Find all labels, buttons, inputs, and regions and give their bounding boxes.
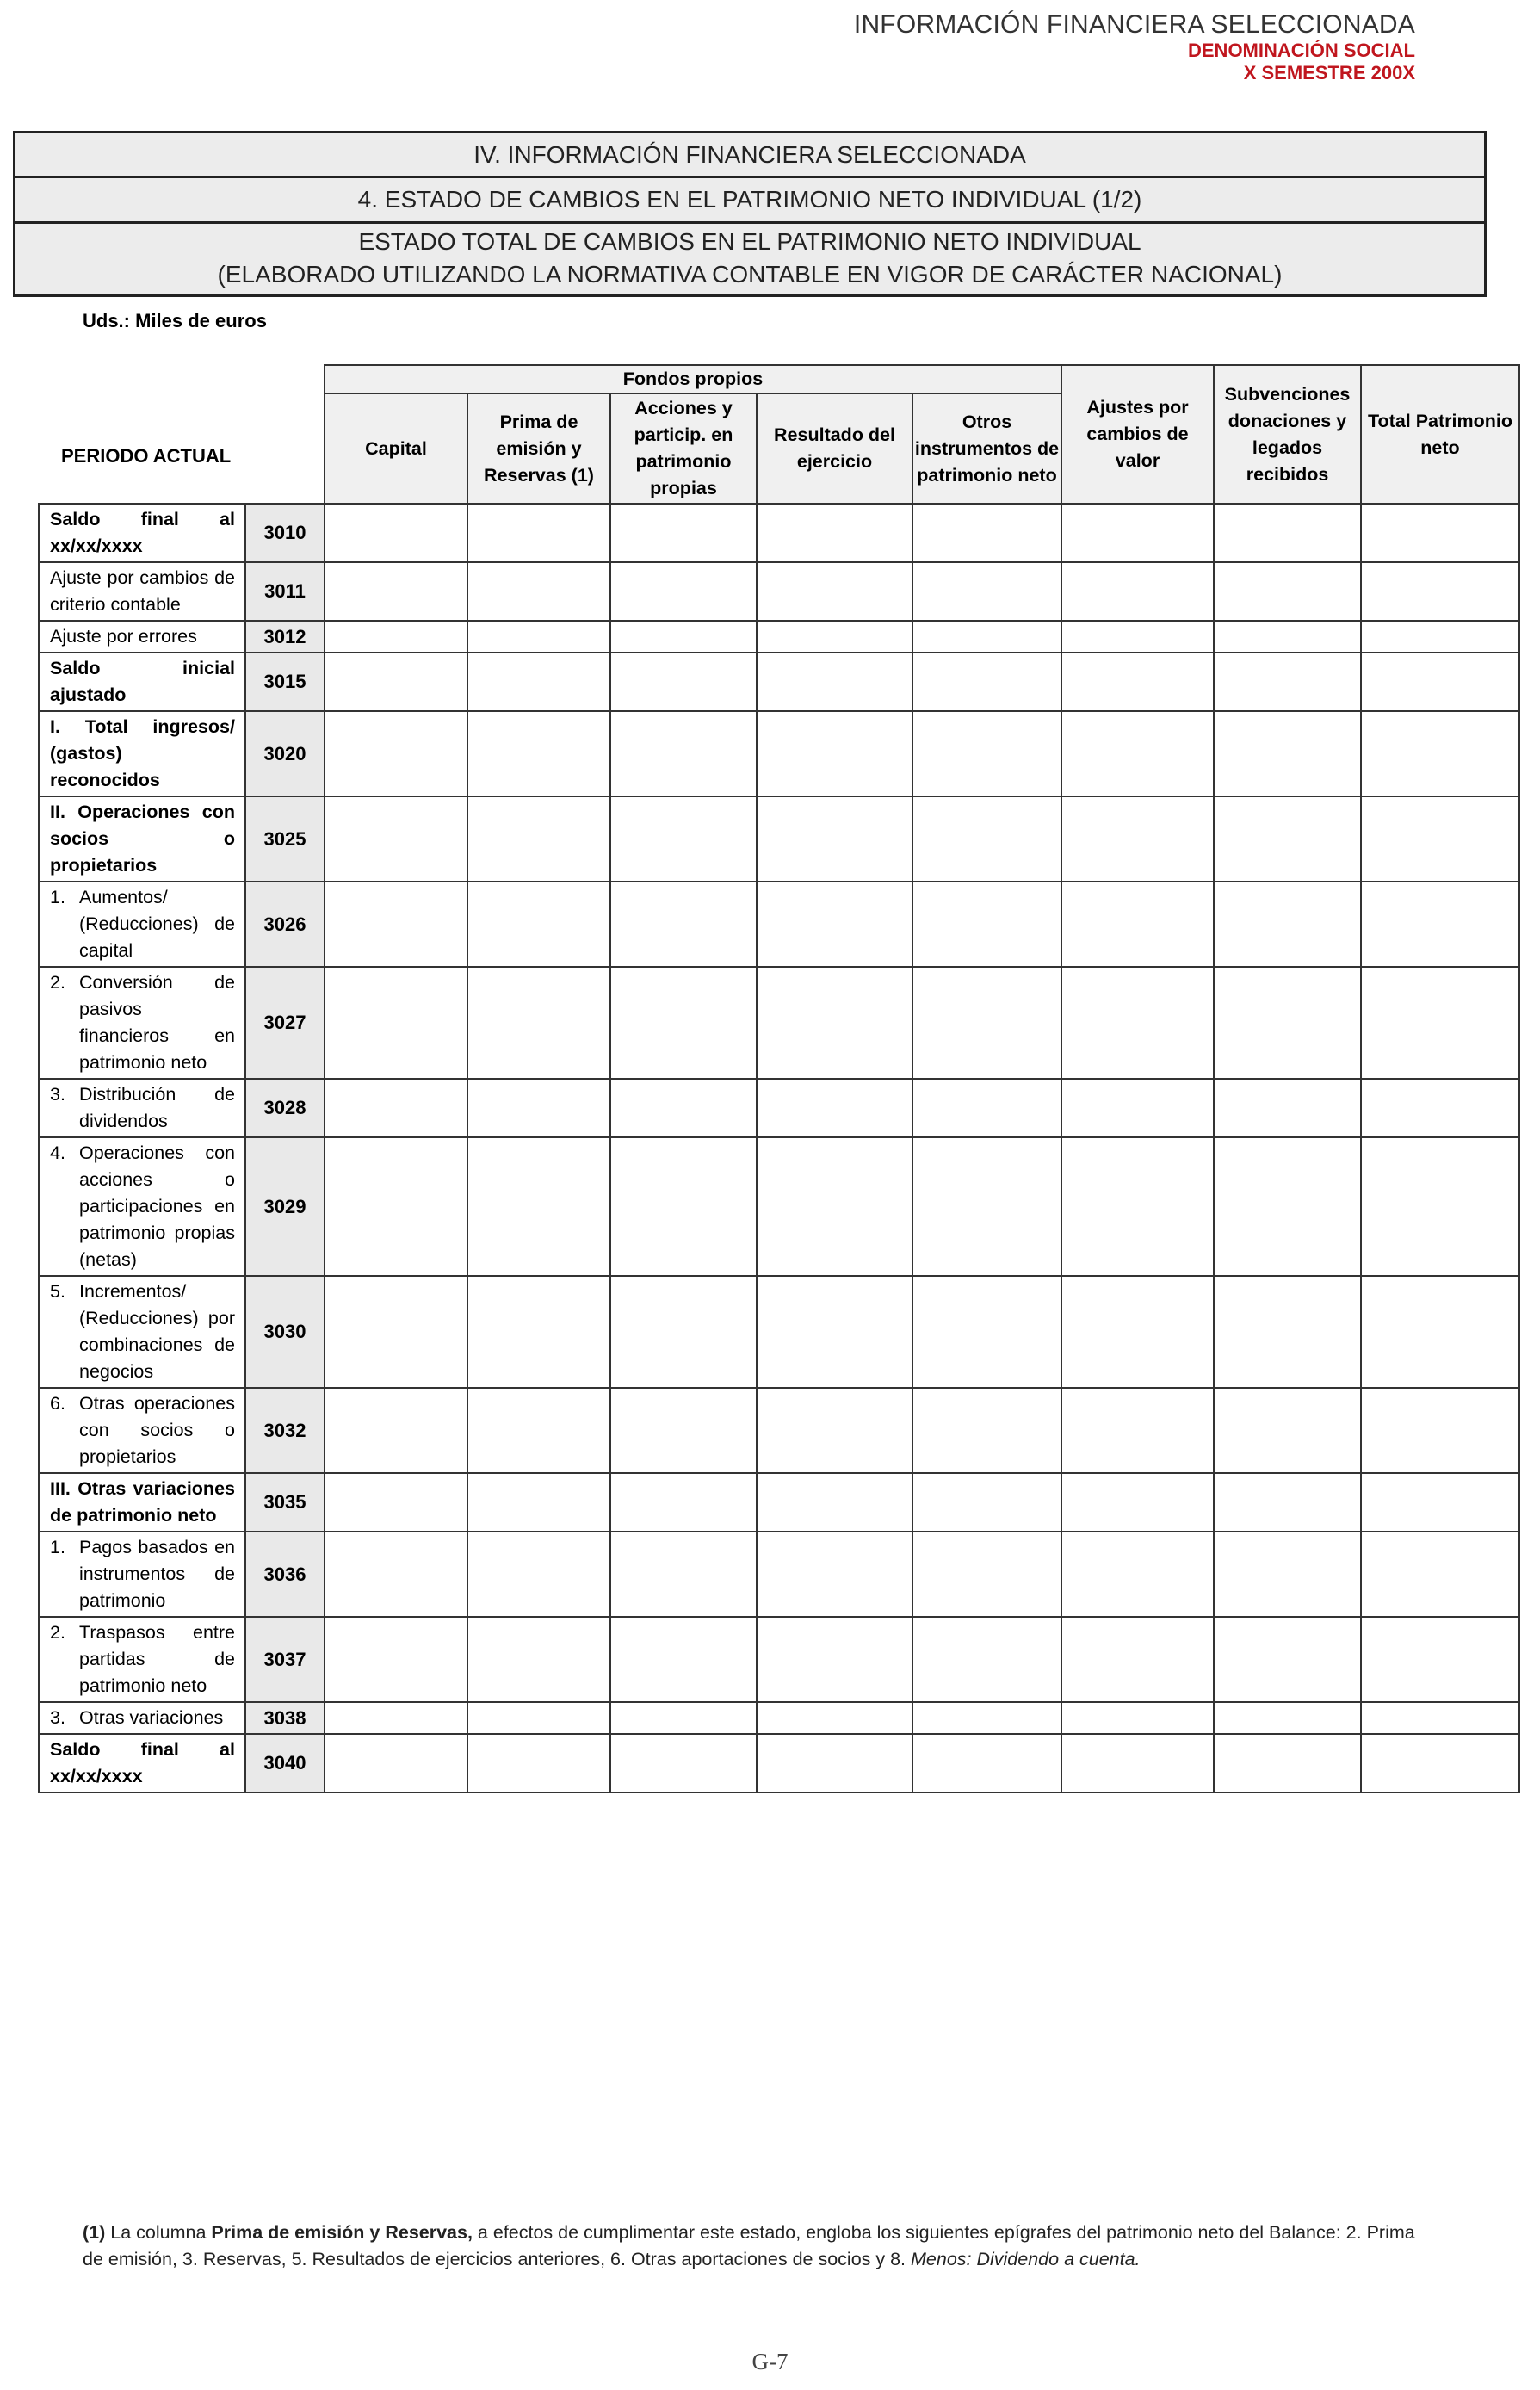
value-cell[interactable] <box>757 1276 912 1388</box>
period-label-cell <box>39 365 325 504</box>
period-label: X SEMESTRE 200X <box>1243 62 1415 84</box>
row-label: III. Otras variaciones de patrimonio neto <box>39 1473 245 1532</box>
row-label <box>39 882 245 967</box>
value-cell[interactable] <box>757 882 912 967</box>
row-text: Operaciones con acciones o participaciones en patrimonio propias (netas) <box>79 1142 235 1270</box>
value-cell[interactable] <box>1214 562 1361 621</box>
value-cell[interactable] <box>912 1276 1061 1388</box>
col-header-acciones: Acciones y particip. en patrimonio propias <box>610 393 757 504</box>
value-cell[interactable] <box>1214 1473 1361 1532</box>
value-cell[interactable] <box>757 1702 912 1734</box>
value-cell[interactable] <box>1361 562 1519 621</box>
row-label: Saldo final al xx/xx/xxxx <box>39 1734 245 1792</box>
value-cell[interactable] <box>912 967 1061 1079</box>
value-cell[interactable] <box>1214 1702 1361 1734</box>
value-cell[interactable] <box>325 621 467 653</box>
value-cell[interactable] <box>1361 1388 1519 1473</box>
value-cell[interactable] <box>610 621 757 653</box>
value-cell[interactable] <box>1061 796 1214 882</box>
footnote-italic: Menos: Dividendo a cuenta. <box>911 2249 1141 2269</box>
value-cell[interactable] <box>1214 1617 1361 1702</box>
value-cell[interactable] <box>1214 796 1361 882</box>
value-cell[interactable] <box>912 504 1061 562</box>
section-banner <box>13 131 1487 297</box>
value-cell[interactable] <box>757 653 912 711</box>
value-cell[interactable] <box>912 1079 1061 1137</box>
row-code: 3035 <box>245 1473 325 1532</box>
row-label <box>39 1388 245 1473</box>
row-label <box>39 967 245 1079</box>
value-cell[interactable] <box>912 1532 1061 1617</box>
value-cell[interactable] <box>1061 504 1214 562</box>
value-cell[interactable] <box>610 1079 757 1137</box>
col-header-resultado: Resultado del ejercicio <box>757 393 912 504</box>
value-cell[interactable] <box>1061 882 1214 967</box>
value-cell[interactable] <box>467 1388 610 1473</box>
company-name: DENOMINACIÓN SOCIAL <box>1188 40 1415 61</box>
value-cell[interactable] <box>610 796 757 882</box>
value-cell[interactable] <box>1361 1702 1519 1734</box>
value-cell[interactable] <box>325 1079 467 1137</box>
value-cell[interactable] <box>610 1617 757 1702</box>
value-cell[interactable] <box>610 1532 757 1617</box>
table-row <box>39 882 1519 967</box>
value-cell[interactable] <box>1361 504 1519 562</box>
value-cell[interactable] <box>757 621 912 653</box>
footnote-text-1: La columna <box>105 2222 212 2243</box>
row-number: 2. <box>50 1622 65 1643</box>
value-cell[interactable] <box>467 1137 610 1276</box>
row-label: I. Total ingresos/ (gastos) reconocidos <box>39 711 245 796</box>
table-row <box>39 967 1519 1079</box>
table-row <box>39 653 1519 711</box>
row-text: Pagos basados en instrumentos de patrimonio <box>79 1537 235 1611</box>
value-cell[interactable] <box>757 796 912 882</box>
row-number: 4. <box>50 1142 65 1163</box>
value-cell[interactable] <box>610 504 757 562</box>
row-label: Saldo final al xx/xx/xxxx <box>39 504 245 562</box>
row-code: 3026 <box>245 882 325 967</box>
value-cell[interactable] <box>757 1617 912 1702</box>
banner-line-3 <box>15 224 1484 294</box>
value-cell[interactable] <box>1061 562 1214 621</box>
row-code: 3010 <box>245 504 325 562</box>
value-cell[interactable] <box>610 1734 757 1792</box>
value-cell[interactable] <box>1061 1734 1214 1792</box>
value-cell[interactable] <box>467 711 610 796</box>
table-row <box>39 562 1519 621</box>
value-cell[interactable] <box>1361 1137 1519 1276</box>
row-code: 3030 <box>245 1276 325 1388</box>
value-cell[interactable] <box>467 621 610 653</box>
value-cell[interactable] <box>912 1734 1061 1792</box>
value-cell[interactable] <box>1214 967 1361 1079</box>
col-header-ajustes: Ajustes por cambios de valor <box>1061 365 1214 504</box>
value-cell[interactable] <box>912 1473 1061 1532</box>
value-cell[interactable] <box>1214 711 1361 796</box>
footnote-text-2: a efectos de cumplimentar este estado, engloba los siguientes epígrafes del patrimonio neto del Balance: 2. Prima de emisión, 3. Reservas, 5. Resultados de ejercicios anteriores, 6. Otras aportaciones de socios y 8. <box>83 2222 1415 2269</box>
value-cell[interactable] <box>610 967 757 1079</box>
value-cell[interactable] <box>757 1734 912 1792</box>
table-row <box>39 1734 1519 1792</box>
value-cell[interactable] <box>1214 1079 1361 1137</box>
equity-changes-table <box>38 364 1520 1793</box>
value-cell[interactable] <box>610 882 757 967</box>
value-cell[interactable] <box>912 711 1061 796</box>
period-label: PERIODO ACTUAL <box>61 445 232 467</box>
value-cell[interactable] <box>467 1473 610 1532</box>
row-label <box>39 1079 245 1137</box>
value-cell[interactable] <box>325 1388 467 1473</box>
value-cell[interactable] <box>325 796 467 882</box>
row-text: Traspasos entre partidas de patrimonio neto <box>79 1622 235 1696</box>
table-row <box>39 621 1519 653</box>
value-cell[interactable] <box>467 796 610 882</box>
value-cell[interactable] <box>610 1388 757 1473</box>
table-row <box>39 504 1519 562</box>
row-text: Otras variaciones <box>79 1707 224 1728</box>
value-cell[interactable] <box>1061 653 1214 711</box>
value-cell[interactable] <box>610 1473 757 1532</box>
value-cell[interactable] <box>912 882 1061 967</box>
table-row <box>39 1532 1519 1617</box>
row-label <box>39 1137 245 1276</box>
value-cell[interactable] <box>467 1734 610 1792</box>
value-cell[interactable] <box>912 621 1061 653</box>
row-label <box>39 1617 245 1702</box>
value-cell[interactable] <box>1214 1388 1361 1473</box>
value-cell[interactable] <box>1361 1532 1519 1617</box>
value-cell[interactable] <box>325 882 467 967</box>
value-cell[interactable] <box>1061 1532 1214 1617</box>
value-cell[interactable] <box>1361 967 1519 1079</box>
value-cell[interactable] <box>757 711 912 796</box>
value-cell[interactable] <box>1061 1079 1214 1137</box>
row-number: 1. <box>50 887 65 907</box>
value-cell[interactable] <box>610 562 757 621</box>
col-header-prima: Prima de emisión y Reservas (1) <box>467 393 610 504</box>
value-cell[interactable] <box>1214 621 1361 653</box>
footnote <box>83 2220 1426 2273</box>
value-cell[interactable] <box>1061 1473 1214 1532</box>
value-cell[interactable] <box>467 1079 610 1137</box>
row-code: 3037 <box>245 1617 325 1702</box>
row-code: 3025 <box>245 796 325 882</box>
table-row <box>39 711 1519 796</box>
value-cell[interactable] <box>610 1137 757 1276</box>
value-cell[interactable] <box>912 1702 1061 1734</box>
row-label <box>39 1276 245 1388</box>
value-cell[interactable] <box>467 1276 610 1388</box>
value-cell[interactable] <box>325 1473 467 1532</box>
value-cell[interactable] <box>1361 1617 1519 1702</box>
value-cell[interactable] <box>912 1617 1061 1702</box>
row-label: Ajuste por errores <box>39 621 245 653</box>
row-code: 3012 <box>245 621 325 653</box>
row-number: 5. <box>50 1281 65 1302</box>
row-code: 3029 <box>245 1137 325 1276</box>
table-row <box>39 1388 1519 1473</box>
value-cell[interactable] <box>1361 796 1519 882</box>
value-cell[interactable] <box>1214 882 1361 967</box>
value-cell[interactable] <box>757 504 912 562</box>
value-cell[interactable] <box>1214 1734 1361 1792</box>
table-row <box>39 1473 1519 1532</box>
value-cell[interactable] <box>757 967 912 1079</box>
row-code: 3038 <box>245 1702 325 1734</box>
value-cell[interactable] <box>325 1702 467 1734</box>
value-cell[interactable] <box>1061 621 1214 653</box>
value-cell[interactable] <box>1061 1617 1214 1702</box>
page-header <box>854 10 1415 84</box>
banner-line-3b: (ELABORADO UTILIZANDO LA NORMATIVA CONTABLE EN VIGOR DE CARÁCTER NACIONAL) <box>217 261 1283 288</box>
value-cell[interactable] <box>912 562 1061 621</box>
col-header-total: Total Patrimonio neto <box>1361 365 1519 504</box>
value-cell[interactable] <box>467 1532 610 1617</box>
row-code: 3040 <box>245 1734 325 1792</box>
row-code: 3011 <box>245 562 325 621</box>
value-cell[interactable] <box>1361 1734 1519 1792</box>
value-cell[interactable] <box>1214 504 1361 562</box>
value-cell[interactable] <box>325 1276 467 1388</box>
banner-line-1: IV. INFORMACIÓN FINANCIERA SELECCIONADA <box>15 133 1484 178</box>
value-cell[interactable] <box>325 1137 467 1276</box>
table-row <box>39 1137 1519 1276</box>
value-cell[interactable] <box>757 562 912 621</box>
value-cell[interactable] <box>1361 882 1519 967</box>
row-number: 3. <box>50 1084 65 1105</box>
row-label <box>39 1532 245 1617</box>
group-header-fondos-propios: Fondos propios <box>325 365 1061 393</box>
table-row <box>39 1702 1519 1734</box>
value-cell[interactable] <box>1361 653 1519 711</box>
value-cell[interactable] <box>912 1388 1061 1473</box>
value-cell[interactable] <box>1061 1137 1214 1276</box>
banner-line-3a: ESTADO TOTAL DE CAMBIOS EN EL PATRIMONIO NETO INDIVIDUAL <box>358 228 1141 255</box>
value-cell[interactable] <box>1361 621 1519 653</box>
value-cell[interactable] <box>757 1532 912 1617</box>
value-cell[interactable] <box>1061 1388 1214 1473</box>
value-cell[interactable] <box>757 1388 912 1473</box>
value-cell[interactable] <box>1214 653 1361 711</box>
col-header-capital: Capital <box>325 393 467 504</box>
footnote-bold: Prima de emisión y Reservas, <box>211 2222 473 2243</box>
value-cell[interactable] <box>1214 1532 1361 1617</box>
row-text: Distribución de dividendos <box>79 1084 235 1131</box>
row-number: 1. <box>50 1537 65 1557</box>
banner-line-2: 4. ESTADO DE CAMBIOS EN EL PATRIMONIO NETO INDIVIDUAL (1/2) <box>15 178 1484 224</box>
value-cell[interactable] <box>325 504 467 562</box>
table-row <box>39 1617 1519 1702</box>
row-label: II. Operaciones con socios o propietarios <box>39 796 245 882</box>
row-code: 3032 <box>245 1388 325 1473</box>
page-number: G-7 <box>751 2349 789 2375</box>
row-number: 2. <box>50 972 65 993</box>
row-text: Conversión de pasivos financieros en patrimonio neto <box>79 972 235 1073</box>
row-label <box>39 1702 245 1734</box>
row-label: Saldo inicial ajustado <box>39 653 245 711</box>
value-cell[interactable] <box>1061 967 1214 1079</box>
value-cell[interactable] <box>1214 1137 1361 1276</box>
value-cell[interactable] <box>610 653 757 711</box>
units-label: Uds.: Miles de euros <box>83 310 267 331</box>
row-code: 3015 <box>245 653 325 711</box>
row-text: Otras operaciones con socios o propietarios <box>79 1393 235 1467</box>
row-number: 6. <box>50 1393 65 1414</box>
table-row <box>39 1079 1519 1137</box>
row-number: 3. <box>50 1707 65 1728</box>
value-cell[interactable] <box>325 653 467 711</box>
footnote-marker: (1) <box>83 2222 106 2243</box>
value-cell[interactable] <box>1061 711 1214 796</box>
value-cell[interactable] <box>1361 1473 1519 1532</box>
row-text: Incrementos/ (Reducciones) por combinaciones de negocios <box>79 1281 235 1382</box>
value-cell[interactable] <box>467 1617 610 1702</box>
value-cell[interactable] <box>610 1276 757 1388</box>
value-cell[interactable] <box>610 711 757 796</box>
value-cell[interactable] <box>757 1473 912 1532</box>
value-cell[interactable] <box>325 967 467 1079</box>
value-cell[interactable] <box>912 653 1061 711</box>
header-title: INFORMACIÓN FINANCIERA SELECCIONADA <box>853 10 1415 39</box>
value-cell[interactable] <box>325 562 467 621</box>
value-cell[interactable] <box>912 796 1061 882</box>
value-cell[interactable] <box>610 1702 757 1734</box>
value-cell[interactable] <box>1361 1276 1519 1388</box>
value-cell[interactable] <box>467 504 610 562</box>
value-cell[interactable] <box>325 1532 467 1617</box>
value-cell[interactable] <box>325 1734 467 1792</box>
value-cell[interactable] <box>757 1079 912 1137</box>
row-code: 3028 <box>245 1079 325 1137</box>
value-cell[interactable] <box>1361 1079 1519 1137</box>
table-row <box>39 796 1519 882</box>
value-cell[interactable] <box>912 1137 1061 1276</box>
row-text: Aumentos/ (Reducciones) de capital <box>79 887 235 961</box>
value-cell[interactable] <box>757 1137 912 1276</box>
row-code: 3036 <box>245 1532 325 1617</box>
col-header-subvenciones: Subvenciones donaciones y legados recibidos <box>1214 365 1361 504</box>
value-cell[interactable] <box>467 1702 610 1734</box>
table-row <box>39 1276 1519 1388</box>
value-cell[interactable] <box>467 653 610 711</box>
row-code: 3027 <box>245 967 325 1079</box>
value-cell[interactable] <box>1361 711 1519 796</box>
value-cell[interactable] <box>325 711 467 796</box>
row-code: 3020 <box>245 711 325 796</box>
value-cell[interactable] <box>467 967 610 1079</box>
value-cell[interactable] <box>325 1617 467 1702</box>
row-label: Ajuste por cambios de criterio contable <box>39 562 245 621</box>
value-cell[interactable] <box>467 882 610 967</box>
col-header-otros: Otros instrumentos de patrimonio neto <box>912 393 1061 504</box>
value-cell[interactable] <box>1214 1276 1361 1388</box>
value-cell[interactable] <box>467 562 610 621</box>
value-cell[interactable] <box>1061 1702 1214 1734</box>
value-cell[interactable] <box>1061 1276 1214 1388</box>
